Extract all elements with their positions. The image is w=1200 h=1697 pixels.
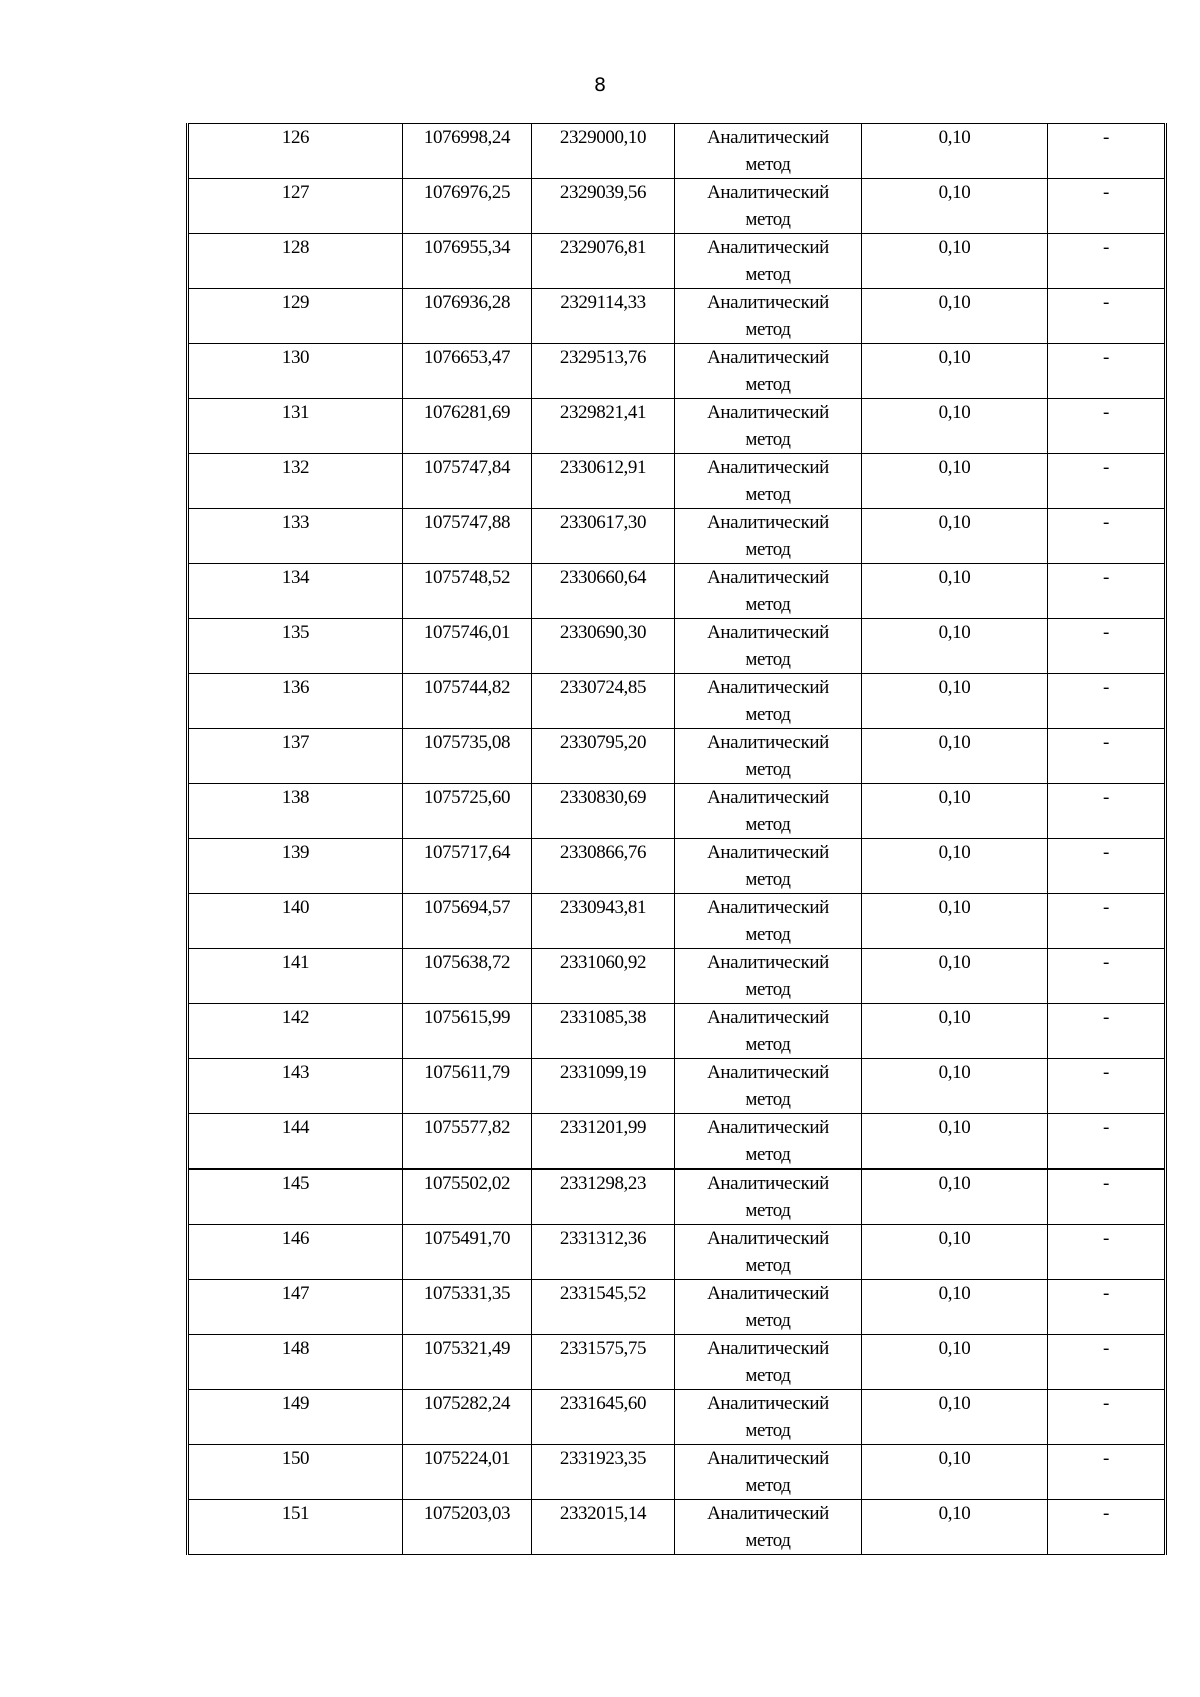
- method-label-line2: метод: [745, 484, 791, 505]
- y-coordinate-cell: 2330943,81: [532, 894, 675, 949]
- y-coordinate-cell: 2330830,69: [532, 784, 675, 839]
- method-label-line2: метод: [745, 1310, 791, 1331]
- point-number-cell: 135: [188, 619, 403, 674]
- method-label-line2: метод: [745, 1475, 791, 1496]
- table-row: [188, 729, 1166, 784]
- method-cell: [675, 1169, 862, 1225]
- precision-cell: 0,10: [862, 1500, 1048, 1555]
- note-cell: -: [1048, 399, 1166, 454]
- x-coordinate-cell: 1075615,99: [403, 1004, 532, 1059]
- table-row: [188, 784, 1166, 839]
- table-row: [188, 1004, 1166, 1059]
- method-label-line1: Аналитический: [707, 1448, 829, 1469]
- y-coordinate-cell: 2331085,38: [532, 1004, 675, 1059]
- precision-cell: 0,10: [862, 124, 1048, 179]
- note-cell: -: [1048, 839, 1166, 894]
- method-label-line2: метод: [745, 1255, 791, 1276]
- note-cell: -: [1048, 1280, 1166, 1335]
- table-row: [188, 1059, 1166, 1114]
- precision-cell: 0,10: [862, 1335, 1048, 1390]
- method-cell: [675, 839, 862, 894]
- method-label-line1: Аналитический: [707, 237, 829, 258]
- method-label-line1: Аналитический: [707, 1338, 829, 1359]
- point-number-cell: 128: [188, 234, 403, 289]
- y-coordinate-cell: 2330795,20: [532, 729, 675, 784]
- method-cell: [675, 1225, 862, 1280]
- point-number-cell: 148: [188, 1335, 403, 1390]
- point-number-cell: 129: [188, 289, 403, 344]
- method-label-line1: Аналитический: [707, 952, 829, 973]
- method-cell: [675, 1280, 862, 1335]
- table-row: [188, 894, 1166, 949]
- method-label-line2: метод: [745, 539, 791, 560]
- x-coordinate-cell: 1075725,60: [403, 784, 532, 839]
- note-cell: -: [1048, 179, 1166, 234]
- point-number-cell: 131: [188, 399, 403, 454]
- y-coordinate-cell: 2331099,19: [532, 1059, 675, 1114]
- method-cell: [675, 179, 862, 234]
- point-number-cell: 143: [188, 1059, 403, 1114]
- method-label-line1: Аналитический: [707, 292, 829, 313]
- note-cell: -: [1048, 729, 1166, 784]
- y-coordinate-cell: 2331201,99: [532, 1114, 675, 1170]
- y-coordinate-cell: 2329513,76: [532, 344, 675, 399]
- method-label-line2: метод: [745, 759, 791, 780]
- precision-cell: 0,10: [862, 289, 1048, 344]
- x-coordinate-cell: 1075744,82: [403, 674, 532, 729]
- method-label-line1: Аналитический: [707, 182, 829, 203]
- method-label-line1: Аналитический: [707, 1117, 829, 1138]
- x-coordinate-cell: 1075282,24: [403, 1390, 532, 1445]
- x-coordinate-cell: 1076998,24: [403, 124, 532, 179]
- method-label-line1: Аналитический: [707, 402, 829, 423]
- y-coordinate-cell: 2330690,30: [532, 619, 675, 674]
- method-label-line1: Аналитический: [707, 1503, 829, 1524]
- x-coordinate-cell: 1075203,03: [403, 1500, 532, 1555]
- method-label-line2: метод: [745, 979, 791, 1000]
- note-cell: -: [1048, 124, 1166, 179]
- x-coordinate-cell: 1075491,70: [403, 1225, 532, 1280]
- y-coordinate-cell: 2329114,33: [532, 289, 675, 344]
- precision-cell: 0,10: [862, 619, 1048, 674]
- method-label-line2: метод: [745, 594, 791, 615]
- point-number-cell: 134: [188, 564, 403, 619]
- x-coordinate-cell: 1075331,35: [403, 1280, 532, 1335]
- x-coordinate-cell: 1075717,64: [403, 839, 532, 894]
- method-cell: [675, 619, 862, 674]
- note-cell: -: [1048, 1169, 1166, 1225]
- table-row: [188, 124, 1166, 179]
- table-row: [188, 564, 1166, 619]
- point-number-cell: 150: [188, 1445, 403, 1500]
- method-label-line2: метод: [745, 869, 791, 890]
- x-coordinate-cell: 1075747,84: [403, 454, 532, 509]
- table-row: [188, 344, 1166, 399]
- point-number-cell: 138: [188, 784, 403, 839]
- precision-cell: 0,10: [862, 674, 1048, 729]
- note-cell: -: [1048, 619, 1166, 674]
- note-cell: -: [1048, 784, 1166, 839]
- precision-cell: 0,10: [862, 564, 1048, 619]
- precision-cell: 0,10: [862, 1280, 1048, 1335]
- method-cell: [675, 1500, 862, 1555]
- y-coordinate-cell: 2330660,64: [532, 564, 675, 619]
- point-number-cell: 127: [188, 179, 403, 234]
- y-coordinate-cell: 2329000,10: [532, 124, 675, 179]
- table-row: [188, 1335, 1166, 1390]
- point-number-cell: 130: [188, 344, 403, 399]
- note-cell: -: [1048, 674, 1166, 729]
- x-coordinate-cell: 1075321,49: [403, 1335, 532, 1390]
- y-coordinate-cell: 2330724,85: [532, 674, 675, 729]
- note-cell: -: [1048, 289, 1166, 344]
- x-coordinate-cell: 1075746,01: [403, 619, 532, 674]
- method-label-line2: метод: [745, 374, 791, 395]
- y-coordinate-cell: 2330617,30: [532, 509, 675, 564]
- point-number-cell: 139: [188, 839, 403, 894]
- method-label-line2: метод: [745, 154, 791, 175]
- method-label-line2: метод: [745, 429, 791, 450]
- note-cell: -: [1048, 894, 1166, 949]
- table-row: [188, 839, 1166, 894]
- note-cell: -: [1048, 564, 1166, 619]
- point-number-cell: 136: [188, 674, 403, 729]
- method-cell: [675, 1114, 862, 1170]
- method-label-line2: метод: [745, 1144, 791, 1165]
- x-coordinate-cell: 1076976,25: [403, 179, 532, 234]
- x-coordinate-cell: 1075224,01: [403, 1445, 532, 1500]
- note-cell: -: [1048, 1059, 1166, 1114]
- method-cell: [675, 674, 862, 729]
- method-label-line2: метод: [745, 1365, 791, 1386]
- method-cell: [675, 564, 862, 619]
- point-number-cell: 126: [188, 124, 403, 179]
- precision-cell: 0,10: [862, 454, 1048, 509]
- precision-cell: 0,10: [862, 1225, 1048, 1280]
- x-coordinate-cell: 1075747,88: [403, 509, 532, 564]
- x-coordinate-cell: 1076955,34: [403, 234, 532, 289]
- method-label-line1: Аналитический: [707, 897, 829, 918]
- precision-cell: 0,10: [862, 509, 1048, 564]
- table-row: [188, 399, 1166, 454]
- method-label-line2: метод: [745, 319, 791, 340]
- method-cell: [675, 894, 862, 949]
- precision-cell: 0,10: [862, 1114, 1048, 1170]
- table-row: [188, 1114, 1166, 1170]
- method-label-line2: метод: [745, 209, 791, 230]
- method-label-line1: Аналитический: [707, 787, 829, 808]
- point-number-cell: 133: [188, 509, 403, 564]
- method-label-line1: Аналитический: [707, 1283, 829, 1304]
- method-label-line1: Аналитический: [707, 622, 829, 643]
- precision-cell: 0,10: [862, 1445, 1048, 1500]
- table-row: [188, 1280, 1166, 1335]
- x-coordinate-cell: 1075748,52: [403, 564, 532, 619]
- point-number-cell: 132: [188, 454, 403, 509]
- method-label-line2: метод: [745, 814, 791, 835]
- coordinates-table: [186, 123, 1167, 1555]
- x-coordinate-cell: 1076281,69: [403, 399, 532, 454]
- precision-cell: 0,10: [862, 1169, 1048, 1225]
- y-coordinate-cell: 2329076,81: [532, 234, 675, 289]
- note-cell: -: [1048, 234, 1166, 289]
- precision-cell: 0,10: [862, 784, 1048, 839]
- point-number-cell: 151: [188, 1500, 403, 1555]
- y-coordinate-cell: 2331923,35: [532, 1445, 675, 1500]
- y-coordinate-cell: 2329821,41: [532, 399, 675, 454]
- note-cell: -: [1048, 1114, 1166, 1170]
- point-number-cell: 146: [188, 1225, 403, 1280]
- table-row: [188, 454, 1166, 509]
- table-row: [188, 674, 1166, 729]
- table-row: [188, 1390, 1166, 1445]
- method-cell: [675, 124, 862, 179]
- note-cell: -: [1048, 1004, 1166, 1059]
- method-label-line1: Аналитический: [707, 1062, 829, 1083]
- table-row: [188, 179, 1166, 234]
- table-row: [188, 619, 1166, 674]
- precision-cell: 0,10: [862, 1390, 1048, 1445]
- x-coordinate-cell: 1076936,28: [403, 289, 532, 344]
- note-cell: -: [1048, 1445, 1166, 1500]
- table-row: [188, 289, 1166, 344]
- x-coordinate-cell: 1075694,57: [403, 894, 532, 949]
- note-cell: -: [1048, 1335, 1166, 1390]
- table-row: [188, 509, 1166, 564]
- table-row: [188, 1169, 1166, 1225]
- point-number-cell: 147: [188, 1280, 403, 1335]
- point-number-cell: 142: [188, 1004, 403, 1059]
- note-cell: -: [1048, 344, 1166, 399]
- point-number-cell: 144: [188, 1114, 403, 1170]
- method-label-line1: Аналитический: [707, 677, 829, 698]
- x-coordinate-cell: 1075611,79: [403, 1059, 532, 1114]
- x-coordinate-cell: 1075735,08: [403, 729, 532, 784]
- y-coordinate-cell: 2329039,56: [532, 179, 675, 234]
- method-label-line2: метод: [745, 1034, 791, 1055]
- precision-cell: 0,10: [862, 839, 1048, 894]
- method-cell: [675, 729, 862, 784]
- method-cell: [675, 1445, 862, 1500]
- y-coordinate-cell: 2330612,91: [532, 454, 675, 509]
- page-number: 8: [593, 74, 607, 96]
- method-cell: [675, 1004, 862, 1059]
- method-cell: [675, 399, 862, 454]
- y-coordinate-cell: 2331575,75: [532, 1335, 675, 1390]
- method-cell: [675, 509, 862, 564]
- table-row: [188, 1445, 1166, 1500]
- x-coordinate-cell: 1075502,02: [403, 1169, 532, 1225]
- method-label-line1: Аналитический: [707, 512, 829, 533]
- y-coordinate-cell: 2331645,60: [532, 1390, 675, 1445]
- table-row: [188, 949, 1166, 1004]
- precision-cell: 0,10: [862, 344, 1048, 399]
- y-coordinate-cell: 2330866,76: [532, 839, 675, 894]
- point-number-cell: 141: [188, 949, 403, 1004]
- y-coordinate-cell: 2331312,36: [532, 1225, 675, 1280]
- method-label-line1: Аналитический: [707, 732, 829, 753]
- method-label-line2: метод: [745, 1089, 791, 1110]
- table-row: [188, 234, 1166, 289]
- method-label-line2: метод: [745, 649, 791, 670]
- table-row: [188, 1225, 1166, 1280]
- point-number-cell: 149: [188, 1390, 403, 1445]
- precision-cell: 0,10: [862, 399, 1048, 454]
- method-cell: [675, 289, 862, 344]
- precision-cell: 0,10: [862, 1004, 1048, 1059]
- note-cell: -: [1048, 949, 1166, 1004]
- method-label-line2: метод: [745, 264, 791, 285]
- method-cell: [675, 344, 862, 399]
- point-number-cell: 140: [188, 894, 403, 949]
- x-coordinate-cell: 1075638,72: [403, 949, 532, 1004]
- method-label-line1: Аналитический: [707, 1228, 829, 1249]
- method-label-line2: метод: [745, 1530, 791, 1551]
- note-cell: -: [1048, 1390, 1166, 1445]
- method-cell: [675, 1390, 862, 1445]
- precision-cell: 0,10: [862, 949, 1048, 1004]
- method-label-line1: Аналитический: [707, 842, 829, 863]
- method-label-line1: Аналитический: [707, 127, 829, 148]
- precision-cell: 0,10: [862, 1059, 1048, 1114]
- method-label-line2: метод: [745, 924, 791, 945]
- table-row: [188, 1500, 1166, 1555]
- method-label-line1: Аналитический: [707, 1173, 829, 1194]
- method-cell: [675, 949, 862, 1004]
- method-label-line1: Аналитический: [707, 1007, 829, 1028]
- method-cell: [675, 234, 862, 289]
- method-cell: [675, 1059, 862, 1114]
- method-cell: [675, 784, 862, 839]
- method-label-line1: Аналитический: [707, 347, 829, 368]
- precision-cell: 0,10: [862, 894, 1048, 949]
- note-cell: -: [1048, 454, 1166, 509]
- note-cell: -: [1048, 1225, 1166, 1280]
- precision-cell: 0,10: [862, 729, 1048, 784]
- method-cell: [675, 454, 862, 509]
- point-number-cell: 137: [188, 729, 403, 784]
- precision-cell: 0,10: [862, 179, 1048, 234]
- method-label-line2: метод: [745, 1200, 791, 1221]
- x-coordinate-cell: 1075577,82: [403, 1114, 532, 1170]
- method-label-line2: метод: [745, 704, 791, 725]
- method-label-line1: Аналитический: [707, 457, 829, 478]
- y-coordinate-cell: 2331298,23: [532, 1169, 675, 1225]
- y-coordinate-cell: 2331060,92: [532, 949, 675, 1004]
- x-coordinate-cell: 1076653,47: [403, 344, 532, 399]
- y-coordinate-cell: 2331545,52: [532, 1280, 675, 1335]
- coordinates-table-body: [188, 124, 1166, 1555]
- method-label-line2: метод: [745, 1420, 791, 1441]
- method-cell: [675, 1335, 862, 1390]
- note-cell: -: [1048, 1500, 1166, 1555]
- note-cell: -: [1048, 509, 1166, 564]
- point-number-cell: 145: [188, 1169, 403, 1225]
- method-label-line1: Аналитический: [707, 567, 829, 588]
- method-label-line1: Аналитический: [707, 1393, 829, 1414]
- precision-cell: 0,10: [862, 234, 1048, 289]
- y-coordinate-cell: 2332015,14: [532, 1500, 675, 1555]
